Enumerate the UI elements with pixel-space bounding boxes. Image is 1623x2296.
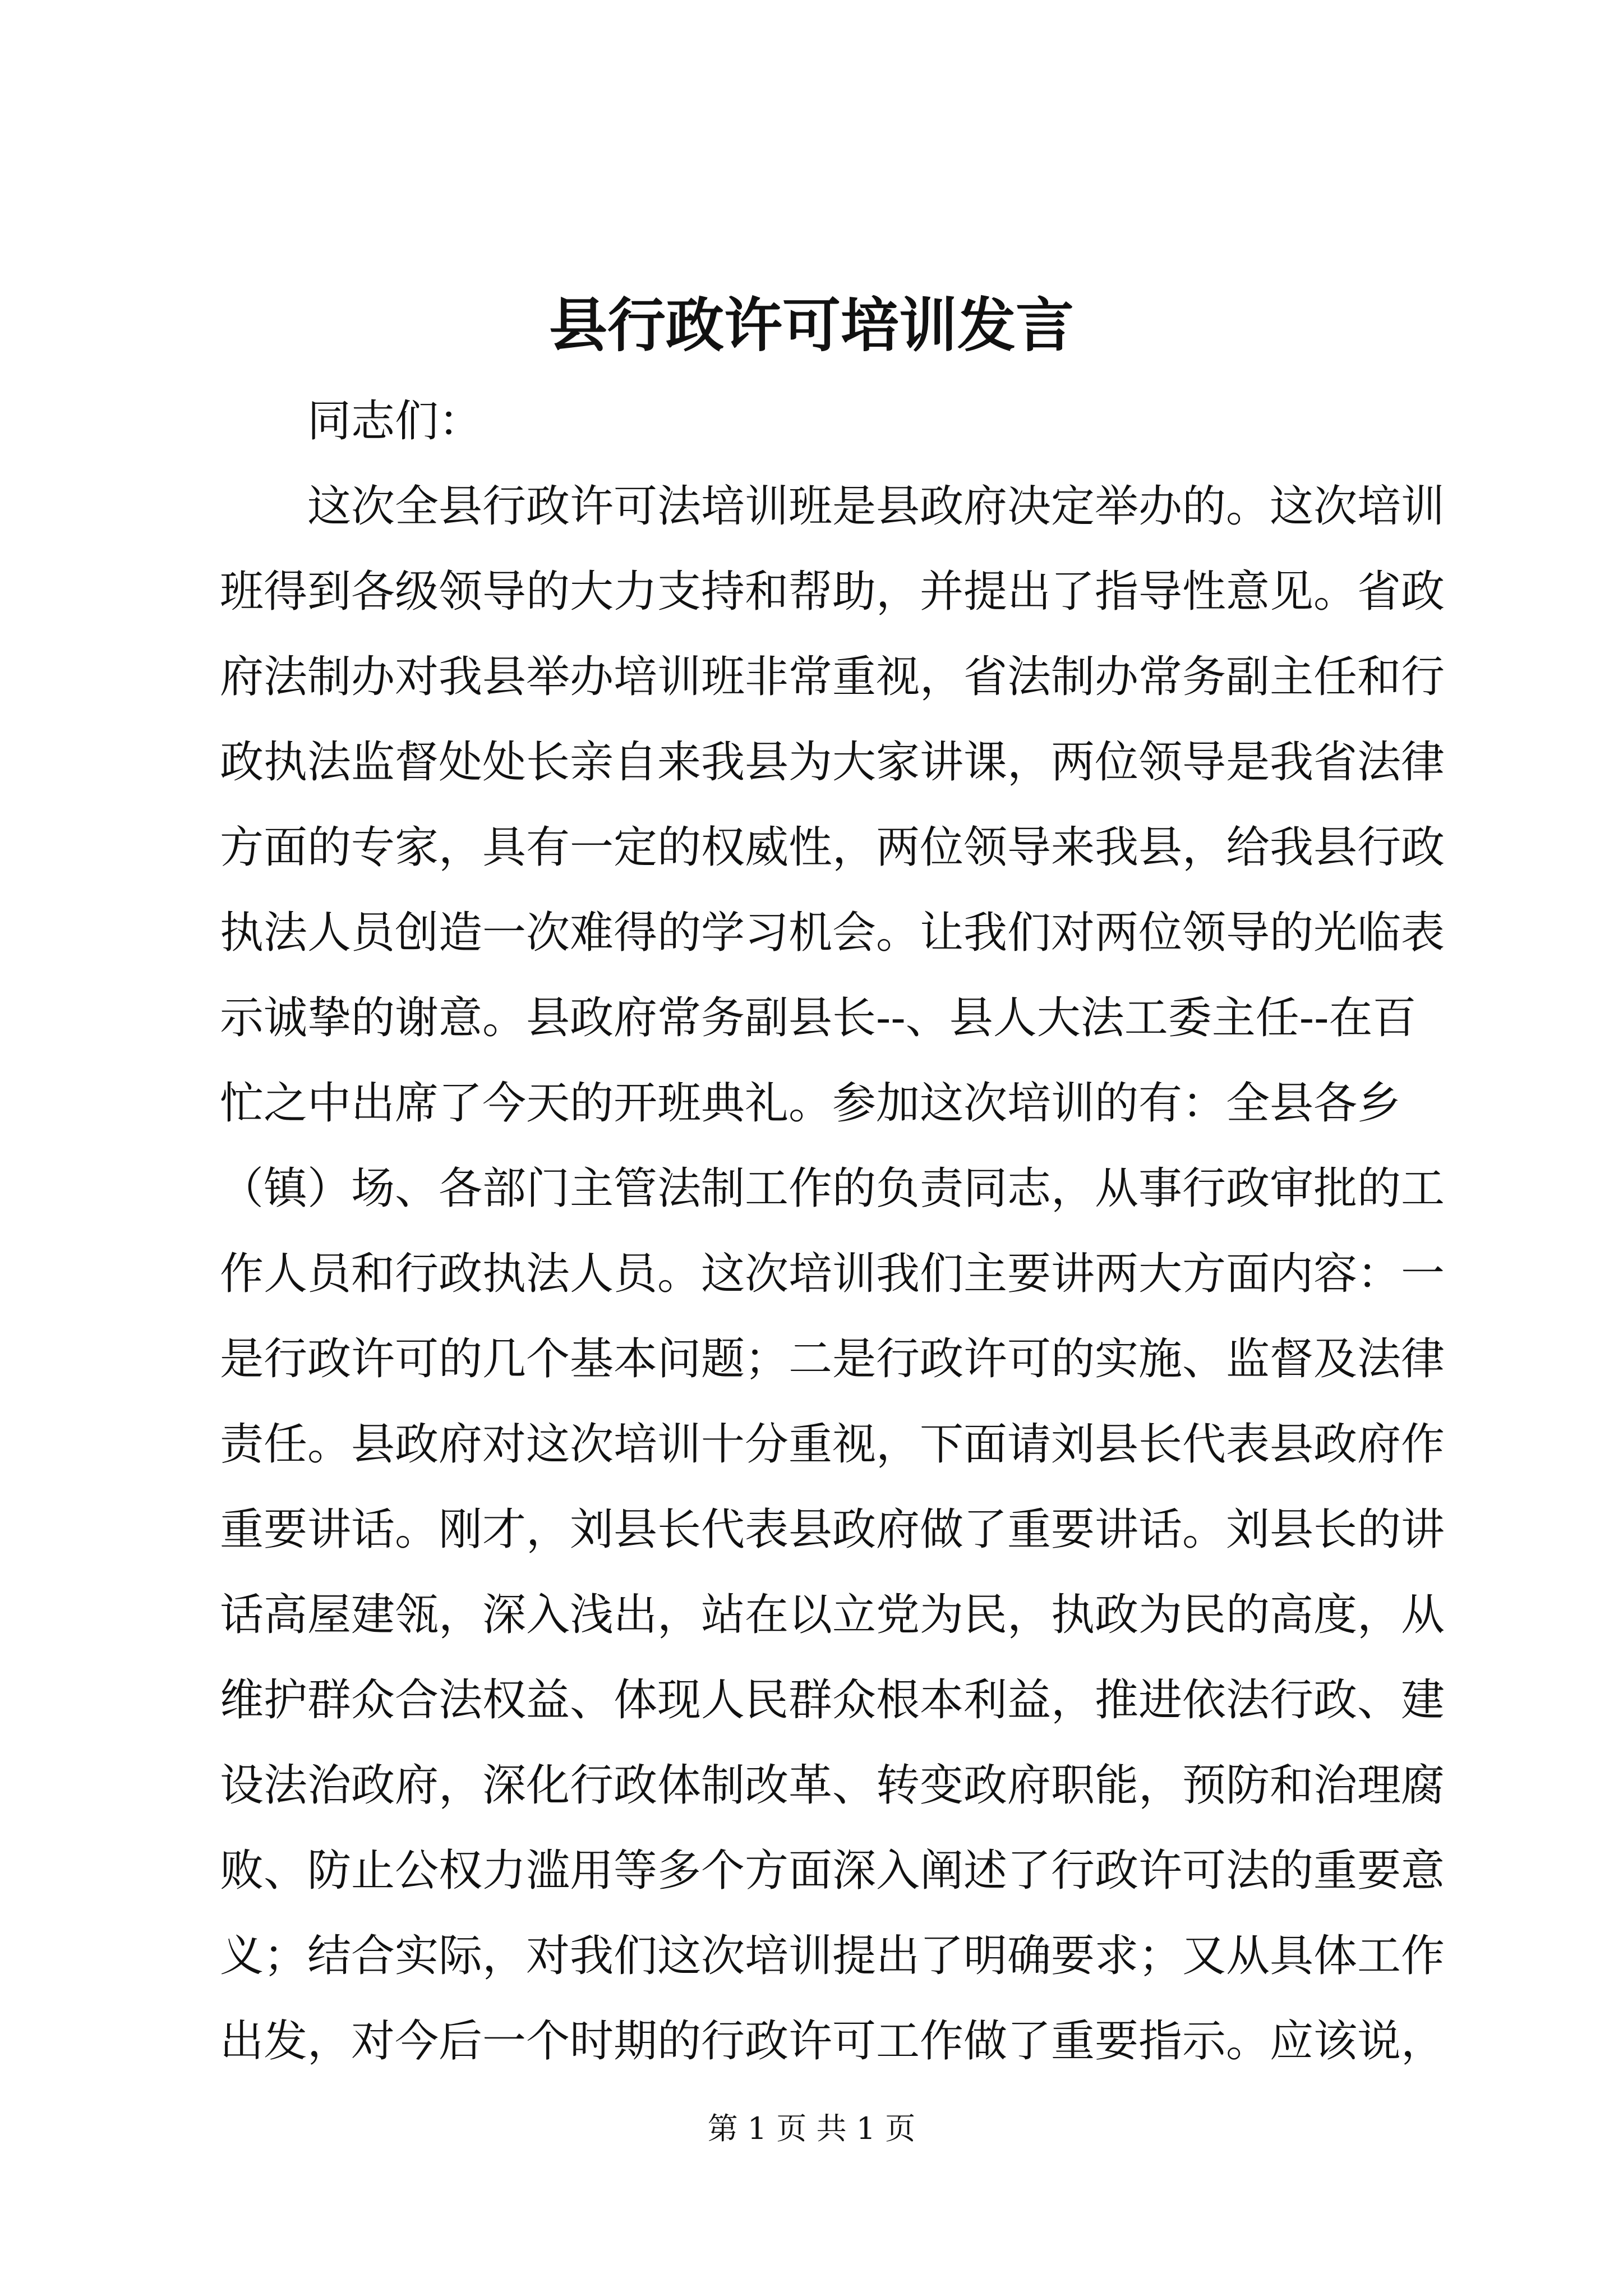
body-line: 设法治政府，深化行政体制改革、转变政府职能，预防和治理腐 bbox=[220, 1760, 1445, 1811]
body-line: 班得到各级领导的大力支持和帮助，并提出了指导性意见。省政 bbox=[220, 567, 1445, 617]
body-line: （镇）场、各部门主管法制工作的负责同志，从事行政审批的工 bbox=[220, 1163, 1445, 1214]
page-footer: 第 1 页 共 1 页 bbox=[707, 2111, 916, 2146]
body-line: 作人员和行政执法人员。这次培训我们主要讲两大方面内容：一 bbox=[220, 1249, 1445, 1299]
body-line: 政执法监督处处长亲自来我县为大家讲课，两位领导是我省法律 bbox=[220, 737, 1445, 788]
body-line: 这次全县行政许可法培训班是县政府决定举办的。这次培训 bbox=[307, 481, 1445, 532]
document-title: 县行政许可培训发言 bbox=[548, 291, 1074, 360]
body-line: 忙之中出席了今天的开班典礼。参加这次培训的有：全县各乡 bbox=[220, 1078, 1401, 1129]
body-line: 出发，对今后一个时期的行政许可工作做了重要指示。应该说， bbox=[220, 2016, 1445, 2067]
body-line: 是行政许可的几个基本问题；二是行政许可的实施、监督及法律 bbox=[220, 1334, 1445, 1384]
body-line: 方面的专家，具有一定的权威性，两位领导来我县，给我县行政 bbox=[220, 822, 1445, 873]
salutation: 同志们： bbox=[307, 396, 483, 447]
body-line: 府法制办对我县举办培训班非常重视，省法制办常务副主任和行 bbox=[220, 652, 1445, 702]
body-line: 败、防止公权力滥用等多个方面深入阐述了行政许可法的重要意 bbox=[220, 1846, 1445, 1896]
body-line: 执法人员创造一次难得的学习机会。让我们对两位领导的光临表 bbox=[220, 908, 1445, 958]
body-line: 维护群众合法权益、体现人民群众根本利益，推进依法行政、建 bbox=[220, 1675, 1445, 1726]
body-line: 义；结合实际，对我们这次培训提出了明确要求；又从具体工作 bbox=[220, 1931, 1445, 1981]
body-line: 话高屋建瓴，深入浅出，站在以立党为民，执政为民的高度，从 bbox=[220, 1590, 1445, 1640]
body-line: 责任。县政府对这次培训十分重视，下面请刘县长代表县政府作 bbox=[220, 1419, 1445, 1470]
body-line: 重要讲话。刚才，刘县长代表县政府做了重要讲话。刘县长的讲 bbox=[220, 1504, 1445, 1555]
document-body bbox=[220, 379, 1445, 2084]
body-line: 示诚挚的谢意。县政府常务副县长--、县人大法工委主任--在百 bbox=[220, 993, 1417, 1043]
